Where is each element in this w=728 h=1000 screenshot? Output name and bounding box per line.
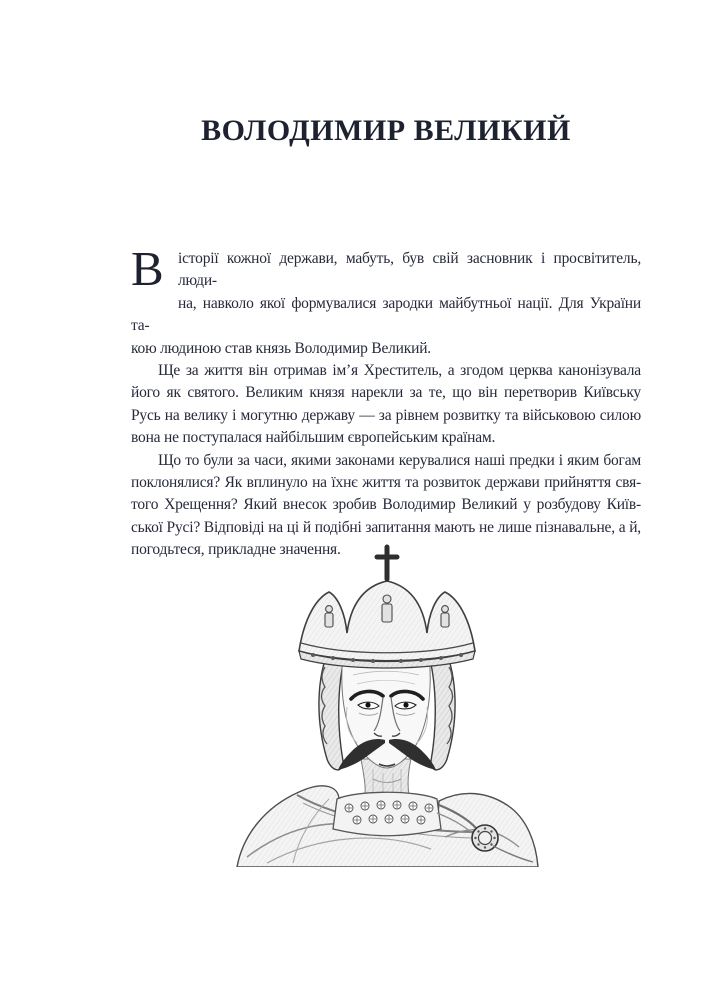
- text-line: його як святого. Великим князя нарекли за те, що він перетворив Київську: [131, 384, 641, 402]
- text-line: Ще за життя він отримав ім’я Хреститель, а згодом церква канонізувала: [158, 362, 641, 380]
- text-line: поклонялися? Як вплинуло на їхнє життя та розвиток держави прийняття свя-: [131, 474, 641, 492]
- text-line: того Хрещення? Який внесок зробив Володимир Великий у розбудову Київ-: [131, 496, 641, 514]
- drop-cap: В: [131, 241, 164, 296]
- text-line: ської Русі? Відповіді на ці й подібні запитання мають не лише пізнавальне, а й,: [131, 518, 641, 536]
- paragraph: [131, 241, 641, 360]
- text-line: на, навколо якої формувалися зародки майбутньої нації. Для України та-: [131, 294, 641, 335]
- text-line: кою людиною став князь Володимир Великий.: [131, 339, 431, 357]
- volodymyr-portrait-image: [233, 537, 541, 867]
- text-line: погодьтеся, прикладне значення.: [131, 541, 341, 559]
- body-text: [131, 241, 641, 562]
- chapter-title: ВОЛОДИМИР ВЕЛИКИЙ: [201, 114, 571, 147]
- text-line: Що то були за часи, якими законами керувалися наші предки і яким богам: [158, 451, 641, 469]
- volodymyr-the-great-engraving-icon: [233, 537, 541, 867]
- text-line: вона не поступалася найбільшим європейським країнам.: [131, 429, 496, 447]
- text-line: історії кожної держави, мабуть, був свій засновник і просвітитель, люди-: [178, 250, 641, 290]
- text-line: Русь на велику і могутню державу — за рівнем розвитку та військовою силою: [131, 406, 641, 424]
- paragraph: [131, 360, 641, 450]
